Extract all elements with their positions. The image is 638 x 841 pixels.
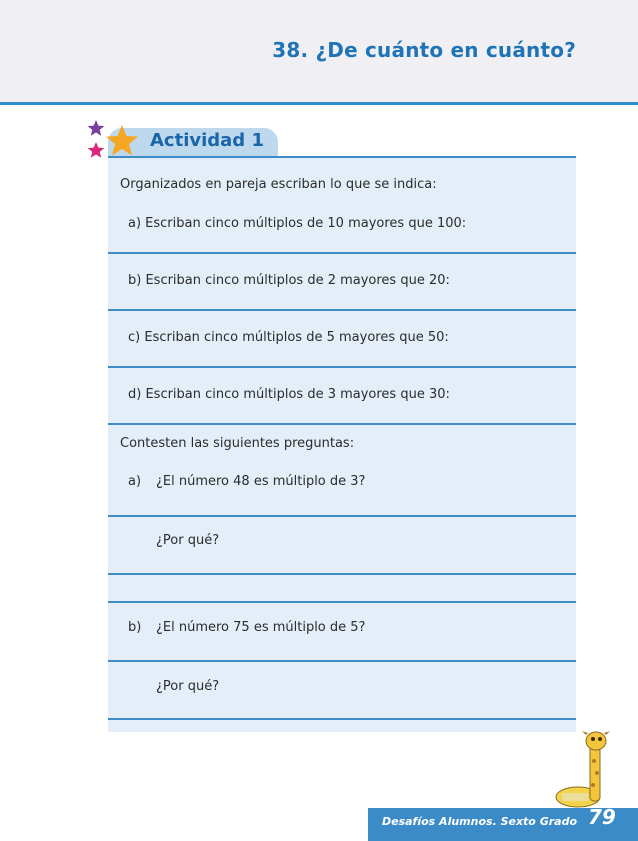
- part2-intro: Contesten las siguientes preguntas:: [120, 436, 355, 451]
- footer-text: Desafíos Alumnos. Sexto Grado: [382, 815, 578, 828]
- question-a-label: a): [128, 474, 142, 489]
- task-c: c) Escriban cinco múltiplos de 5 mayores que 50:: [128, 330, 449, 345]
- page-number: 79: [588, 805, 616, 829]
- giraffe-mascot-icon: [548, 727, 618, 809]
- activity-tab-label: Actividad 1: [150, 130, 264, 151]
- answer-line: [108, 515, 576, 517]
- answer-line: [108, 660, 576, 662]
- answer-line: [108, 309, 576, 311]
- question-b-label: b): [128, 620, 142, 635]
- part1-intro: Organizados en pareja escriban lo que se indica:: [120, 177, 437, 192]
- answer-line: [108, 423, 576, 425]
- question-a-text: ¿El número 48 es múltiplo de 3?: [156, 474, 366, 489]
- question-a-why: ¿Por qué?: [156, 533, 220, 548]
- question-b-why: ¿Por qué?: [156, 679, 220, 694]
- task-b: b) Escriban cinco múltiplos de 2 mayores que 20:: [128, 273, 450, 288]
- task-d: d) Escriban cinco múltiplos de 3 mayores que 30:: [128, 387, 450, 402]
- task-a: a) Escriban cinco múltiplos de 10 mayores que 100:: [128, 216, 467, 231]
- answer-line: [108, 718, 576, 720]
- answer-line: [108, 252, 576, 254]
- answer-line: [108, 366, 576, 368]
- header-divider: [0, 102, 638, 105]
- panel-top-rule: [108, 156, 576, 158]
- answer-line: [108, 573, 576, 575]
- answer-line: [108, 601, 576, 603]
- page-title: 38. ¿De cuánto en cuánto?: [272, 38, 576, 62]
- question-b-text: ¿El número 75 es múltiplo de 5?: [156, 620, 366, 635]
